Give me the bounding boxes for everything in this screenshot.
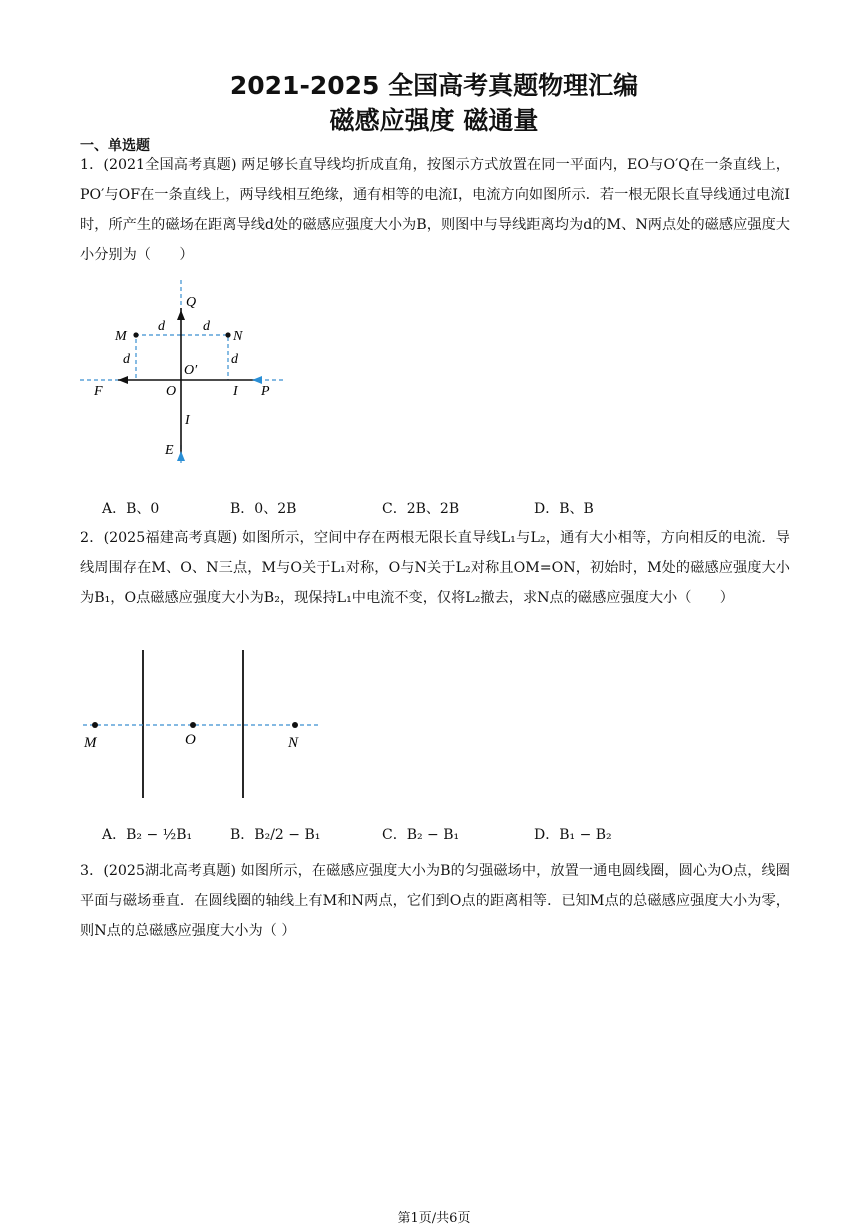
option-b[interactable]: B．B₂/2 − B₁ [230,827,321,843]
question-2-text [80,523,790,613]
label-I-vertical: I [185,413,190,428]
label-E: E [165,443,174,458]
option-c[interactable]: C．B₂ − B₁ [382,827,460,843]
arrow-up-Q [177,310,185,320]
label-P: P [261,384,270,399]
option-a[interactable]: A．B、0 [102,501,160,517]
point-M [133,332,138,337]
question-1-body: 1．(2021全国高考真题) 两足够长直导线均折成直角，按图示方式放置在同一平面内，EO与O′Q在一条直线上，PO′与OF在一条直线上，两导线相互绝缘，通有相等的电流I，电流方向如图所示．若一根无限长直导线通过电流I时，所产生的磁场在距离导线d处的磁感应强度大小为B，则图中与导线距离均为d的M、N两点处的磁感应强度大小分别为（ ） [80,157,790,263]
question-1-figure [78,280,293,470]
arrow-left-F [118,376,128,384]
option-c[interactable]: C．2B、2B [382,501,460,517]
page-footer: 第1页/共6页 [397,1211,471,1226]
label-d-left: d [123,352,130,367]
point-M [92,722,98,728]
label-Q: Q [186,295,197,310]
point-N [225,332,230,337]
label-N: N [233,329,243,344]
page-title: 2021-2025 全国高考真题物理汇编 [229,71,639,100]
arrow-in-P [252,376,262,384]
label-I-horizontal: I [233,384,238,399]
label-F: F [94,384,103,399]
question-1-text [80,150,790,270]
label-O: O [166,384,177,399]
question-3-body: 3．(2025湖北高考真题) 如图所示，在磁感应强度大小为B的匀强磁场中，放置一通电圆线圈，圆心为O点，线圈平面与磁场垂直．在圆线圈的轴线上有M和N两点，它们到O点的距离相等．已知M点的总磁感应强度大小为零，则N点的总磁感应强度大小为（ ） [80,863,790,939]
label-d-top-left: d [158,319,165,334]
section-heading: 一、单选题 [80,138,150,154]
option-d[interactable]: D．B、B [534,501,594,517]
option-b[interactable]: B．0、2B [230,501,297,517]
point-O [190,722,196,728]
point-N [292,722,298,728]
label-M: M [84,735,97,751]
label-N: N [288,735,299,751]
label-d-right: d [231,352,238,367]
arrow-in-E [177,451,185,461]
option-a[interactable]: A．B₂ − ½B₁ [102,827,193,843]
question-2-body: 2．(2025福建高考真题) 如图所示，空间中存在两根无限长直导线L₁与L₂，通有大小相等，方向相反的电流．导线周围存在M、O、N三点，M与O关于L₁对称，O与N关于L₂对称且OM=ON，初始时，M处的磁感应强度大小为B₁，O点磁感应强度大小为B₂，现保持L₁中电流不变，仅将L₂撤去，求N点的磁感应强度大小（ ） [80,530,790,606]
guide-M [136,335,181,380]
page-subtitle: 磁感应强度 磁通量 [329,106,539,135]
label-O-prime: O′ [184,363,198,378]
question-3-text [80,856,790,946]
label-d-top-right: d [203,319,210,334]
label-O: O [185,732,196,748]
option-d[interactable]: D．B₁ − B₂ [534,827,612,843]
label-M: M [115,329,127,344]
question-2-figure [78,650,328,800]
